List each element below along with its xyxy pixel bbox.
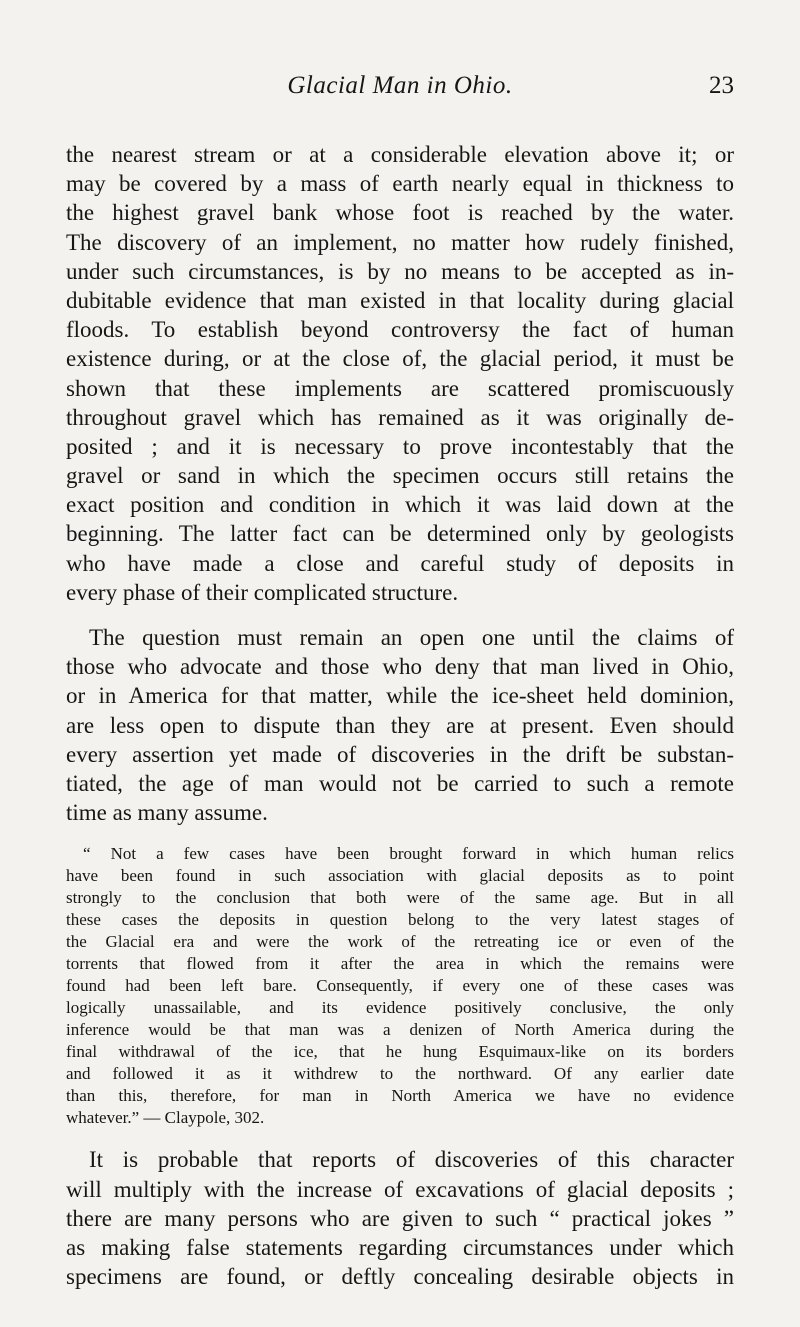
paragraph-line: the nearest stream or at a considerable elevation above it; or bbox=[66, 142, 734, 167]
quote-line: these cases the deposits in question belong to the very latest stages of bbox=[66, 910, 734, 930]
paragraph-line: The discovery of an implement, no matter how rudely finished, bbox=[66, 229, 734, 255]
paragraph-line: as making false statements regarding circumstances under which bbox=[66, 1234, 734, 1260]
paragraph-line: under such circumstances, is by no means to be accepted as in- bbox=[66, 258, 734, 284]
paragraph-3 bbox=[66, 1145, 734, 1291]
paragraph-line: every phase of their complicated structure. bbox=[66, 579, 459, 605]
paragraph-line: existence during, or at the close of, the glacial period, it must be bbox=[66, 346, 734, 372]
paragraph-2 bbox=[66, 623, 734, 827]
quote-line: torrents that flowed from it after the area in which the remains were bbox=[66, 954, 734, 974]
paragraph-line: every assertion yet made of discoveries in the drift be substan- bbox=[66, 741, 734, 767]
quote-line: strongly to the conclusion that both were of the same age. But in all bbox=[66, 888, 734, 908]
paragraph-line: who have made a close and careful study of deposits in bbox=[66, 550, 734, 576]
quote-line: than this, therefore, for man in North America we have no evidence bbox=[66, 1086, 734, 1106]
paragraph-line: the highest gravel bank whose foot is reached by the water. bbox=[66, 200, 734, 226]
quote-line: final withdrawal of the ice, that he hung Esquimaux-like on its borders bbox=[66, 1042, 734, 1062]
paragraph-line: The question must remain an open one until the claims of bbox=[89, 625, 734, 650]
quote-line: have been found in such association with glacial deposits as to point bbox=[66, 866, 734, 886]
quote-line: the Glacial era and were the work of the retreating ice or even of the bbox=[66, 932, 734, 952]
paragraph-line: those who advocate and those who deny that man lived in Ohio, bbox=[66, 654, 734, 680]
paragraph-line: there are many persons who are given to such “ practical jokes ” bbox=[66, 1205, 734, 1231]
paragraph-line: or in America for that matter, while the ice-sheet held dominion, bbox=[66, 683, 734, 709]
paragraph-line: posited ; and it is necessary to prove incontestably that the bbox=[66, 433, 734, 459]
quote-citation: whatever.” — Claypole, 302. bbox=[66, 1108, 265, 1128]
paragraph-line: throughout gravel which has remained as it was originally de- bbox=[66, 404, 734, 430]
paragraph-line: will multiply with the increase of excavations of glacial deposits ; bbox=[66, 1176, 734, 1202]
quote-line: inference would be that man was a denizen of North America during the bbox=[66, 1020, 734, 1040]
paragraph-line: gravel or sand in which the specimen occurs still retains the bbox=[66, 463, 734, 489]
page-header bbox=[66, 72, 734, 106]
quote-line: “ Not a few cases have been brought forward in which human relics bbox=[83, 844, 734, 864]
paragraph-line: exact position and condition in which it was laid down at the bbox=[66, 492, 734, 518]
body-text bbox=[66, 124, 734, 1307]
paragraph-line: It is probable that reports of discoveries of this character bbox=[89, 1147, 734, 1173]
paragraph-line: dubitable evidence that man existed in that locality during glacial bbox=[66, 287, 734, 313]
page-number: 23 bbox=[709, 72, 734, 99]
paragraph-line: beginning. The latter fact can be determined only by geologists bbox=[66, 521, 734, 547]
paragraph-line: may be covered by a mass of earth nearly equal in thickness to bbox=[66, 171, 734, 197]
paragraph-line: time as many assume. bbox=[66, 800, 268, 826]
paragraph-line: specimens are found, or deftly concealing desirable objects in bbox=[66, 1264, 734, 1290]
paragraph-line: are less open to dispute than they are at present. Even should bbox=[66, 712, 734, 738]
quote-line: logically unassailable, and its evidence positively conclusive, the only bbox=[66, 998, 734, 1018]
quote-line: and followed it as it withdrew to the northward. Of any earlier date bbox=[66, 1064, 734, 1084]
block-quote-claypole bbox=[66, 843, 734, 1129]
paragraph-line: shown that these implements are scattered promiscuously bbox=[66, 375, 734, 401]
quote-line: found had been left bare. Consequently, if every one of these cases was bbox=[66, 976, 734, 996]
paragraph-line: tiated, the age of man would not be carried to such a remote bbox=[66, 770, 734, 796]
paragraph-line: floods. To establish beyond controversy the fact of human bbox=[66, 317, 734, 343]
running-title: Glacial Man in Ohio. bbox=[287, 72, 513, 99]
paragraph-1 bbox=[66, 140, 734, 607]
